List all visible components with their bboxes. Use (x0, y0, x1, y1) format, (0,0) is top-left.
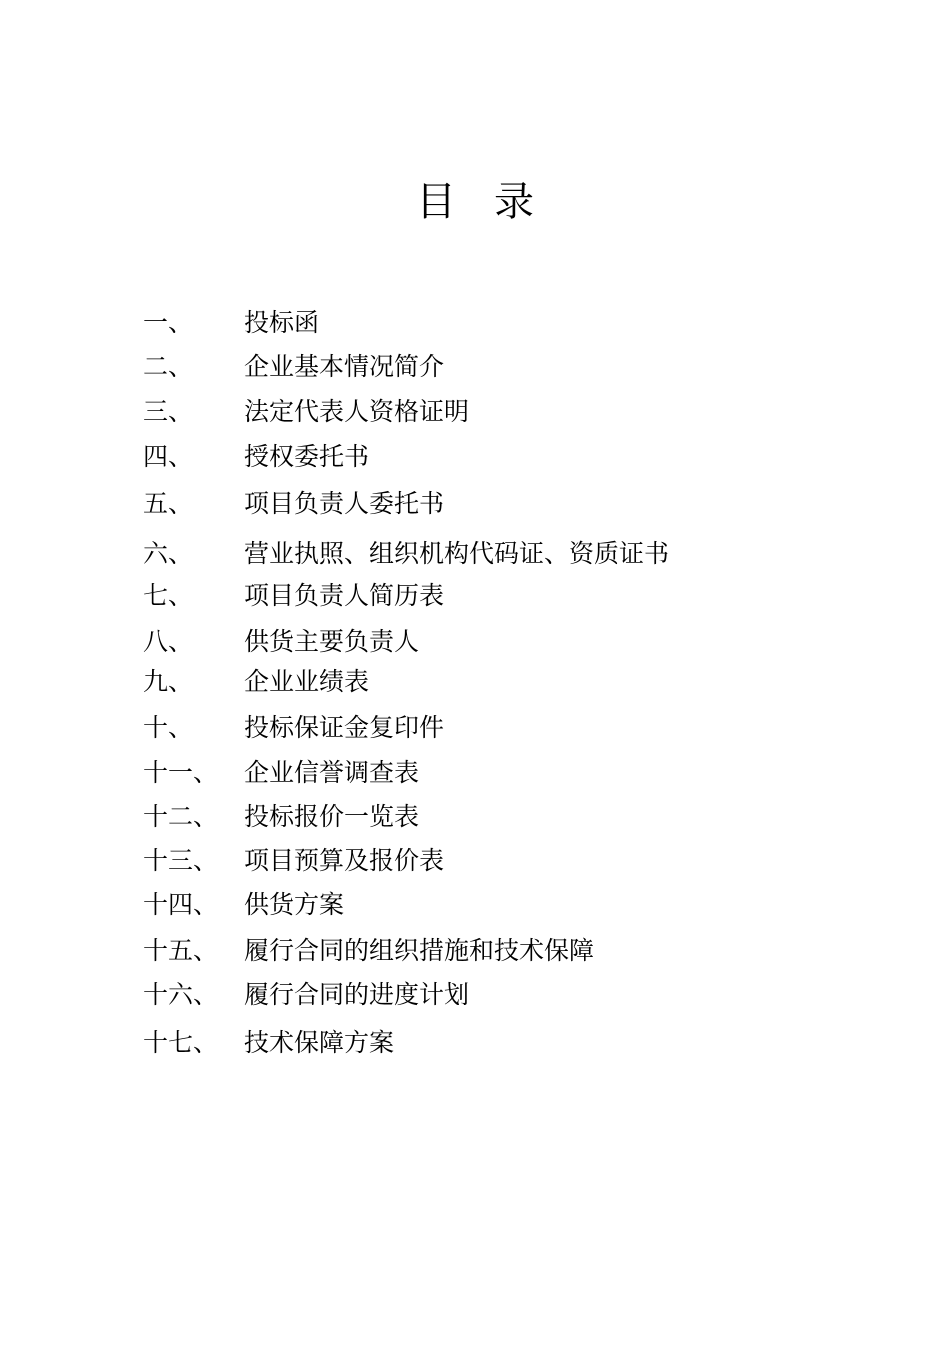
toc-item-number: 十五、 (143, 936, 219, 965)
toc-item-number: 十六、 (143, 980, 219, 1009)
toc-item-number: 四、 (143, 442, 194, 471)
toc-item-title: 投标报价一览表 (244, 802, 420, 831)
toc-item-number: 九、 (143, 667, 194, 696)
toc-item-title: 营业执照、组织机构代码证、资质证书 (244, 539, 670, 568)
toc-item-number: 十四、 (143, 890, 219, 919)
toc-item-title: 供货主要负责人 (244, 627, 420, 656)
toc-item-title: 项目负责人简历表 (244, 581, 445, 610)
toc-item-title: 授权委托书 (244, 442, 370, 471)
toc-item-number: 十二、 (143, 802, 219, 831)
toc-item-title: 企业信誉调查表 (244, 758, 420, 787)
toc-item-title: 企业业绩表 (244, 667, 370, 696)
toc-item-title: 法定代表人资格证明 (244, 397, 470, 426)
toc-item-number: 十、 (143, 713, 194, 742)
toc-item-title: 投标函 (244, 308, 320, 337)
toc-item-title: 履行合同的组织措施和技术保障 (244, 936, 595, 965)
toc-item-number: 六、 (143, 539, 194, 568)
toc-item-number: 一、 (143, 308, 194, 337)
toc-item-number: 八、 (143, 627, 194, 656)
toc-item-title: 项目预算及报价表 (244, 846, 445, 875)
toc-item-number: 七、 (143, 581, 194, 610)
toc-item-number: 二、 (143, 352, 194, 381)
toc-item-number: 十一、 (143, 758, 219, 787)
toc-item-number: 五、 (143, 489, 194, 518)
toc-item-title: 企业基本情况简介 (244, 352, 445, 381)
toc-item-title: 供货方案 (244, 890, 345, 919)
toc-item-title: 技术保障方案 (244, 1028, 395, 1057)
toc-item-title: 投标保证金复印件 (244, 713, 445, 742)
toc-item-number: 十三、 (143, 846, 219, 875)
toc-item-title: 履行合同的进度计划 (244, 980, 470, 1009)
toc-item-title: 项目负责人委托书 (244, 489, 445, 518)
toc-item-number: 十七、 (143, 1028, 219, 1057)
toc-item-number: 三、 (143, 397, 194, 426)
page-title: 目录 (416, 179, 572, 225)
